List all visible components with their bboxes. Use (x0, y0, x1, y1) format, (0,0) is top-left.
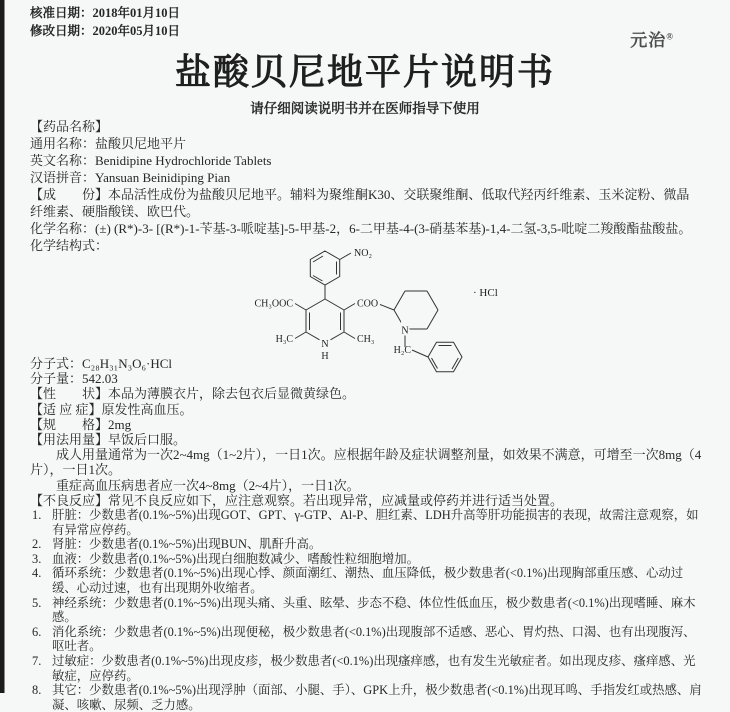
registered-trademark-mark: ® (666, 31, 674, 42)
chemical-structure-diagram (222, 243, 522, 373)
structure-ring-h-label: H (321, 351, 329, 362)
indications-section-label: 【适 应 症】 (30, 401, 102, 417)
pinyin-name-line (30, 169, 702, 186)
generic-name-line (30, 135, 702, 152)
generic-name-label: 通用名称： (30, 136, 96, 151)
molecular-formula-label: 分子式： (30, 356, 83, 371)
chemical-name-value: (±) (R*)-3- [(R*)-1-苄基-3-哌啶基]-5-甲基-2，6-二甲基-4-(3-硝基苯基)-1,4-二氢-3,5-吡啶二羧酸酯盐酸盐。 (95, 221, 692, 236)
adverse-item-nervous (30, 596, 704, 625)
structure-ch3ooc-label: CH₃OOC (254, 298, 293, 310)
revision-date-label: 修改日期： (30, 24, 93, 38)
adverse-item-circulatory (30, 566, 704, 595)
adverse-item-number: 8. (32, 683, 42, 698)
structure-h2c-label: H₂C (393, 345, 411, 356)
adverse-item-text: 循环系统：少数患者(0.1%~5%)出现心悸、颜面潮红、潮热、血压降低，极少数患者(<0.1%)出现胸部重压感、心动过缓、心动过速，也有出现期外收缩者。 (52, 566, 684, 595)
revision-date-line (30, 22, 180, 40)
indications-text: 原发性高血压。 (101, 401, 193, 417)
strength-text: 2mg (108, 416, 132, 432)
adverse-item-number: 3. (32, 551, 42, 566)
description-section-label: 【性 状】 (30, 386, 109, 402)
chemical-name-label: 化学名称： (30, 221, 96, 236)
drug-name-section-header: 【药品名称】 (30, 119, 109, 134)
strength-line (30, 417, 702, 432)
adverse-item-text: 肾脏：少数患者(0.1%~5%)出现BUN、肌酐升高。 (52, 537, 322, 552)
adverse-item-text: 神经系统：少数患者(0.1%~5%)出现头痛、头重、眩晕、步态不稳、体位性低血压，极少数患者(<0.1%)出现嗜睡、麻木感。 (52, 595, 696, 625)
adverse-item-kidney (30, 537, 704, 552)
molecular-formula-value: C₂₈H₃₁N₃O₆·HCl (82, 356, 173, 371)
adverse-item-number: 1. (32, 508, 42, 522)
adverse-reactions-line (30, 493, 702, 508)
adverse-item-blood (30, 552, 704, 567)
structure-no2-label: NO₂ (354, 248, 372, 259)
english-name-line (30, 152, 702, 169)
pinyin-name-value: Yansuan Beinidiping Pian (95, 170, 231, 185)
chemical-name-line (30, 220, 702, 237)
adverse-item-allergy (30, 654, 704, 683)
dosage-adult-paragraph: 成人用量通常为一次2~4mg（1~2片），一日1次。应根据年龄及症状调整剂量，如效果不满意，可增至一次8mg（4片），一日1次。 (30, 447, 702, 478)
properties-section (30, 356, 702, 508)
brand-name: 元治 (630, 31, 667, 50)
adverse-item-text: 过敏症：少数患者(0.1%~5%)出现皮疹，极少数患者(<0.1%)出现瘙痒感，也有发生光敏症者。如出现皮疹、瘙痒感、光敏症，应停药。 (52, 653, 696, 683)
approval-date-line (30, 4, 180, 22)
english-name-value: Benidipine Hydrochloride Tablets (95, 153, 272, 168)
generic-name-value: 盐酸贝尼地平片 (95, 136, 187, 151)
approval-date-label: 核准日期： (30, 6, 93, 20)
structure-piperidine-n-label: N (401, 325, 409, 337)
english-name-label: 英文名称： (30, 153, 96, 168)
adverse-reactions-intro: 常见不良反应如下，应注意观察。若出现异常，应减量或停药并进行适当处置。 (108, 492, 564, 508)
molecular-weight-value: 542.03 (82, 371, 118, 387)
revision-date-value: 2020年05月10日 (92, 24, 181, 38)
adverse-item-number: 4. (32, 566, 42, 581)
structure-ch3-label: CH₃ (357, 334, 375, 345)
composition-line (30, 186, 702, 220)
adverse-item-number: 5. (32, 595, 42, 610)
adverse-reactions-section-label: 【不良反应】 (30, 492, 109, 508)
molecular-formula-line (30, 356, 702, 371)
description-line (30, 386, 702, 401)
molecular-weight-line (30, 371, 702, 386)
structure-label-line: 化学结构式： (30, 238, 109, 253)
adverse-item-number: 6. (32, 624, 42, 639)
molecular-weight-label: 分子量： (30, 371, 83, 387)
structure-ring-n-label: N (321, 339, 329, 350)
adverse-item-number: 2. (32, 537, 42, 552)
dosage-section-label: 【用法用量】 (30, 432, 109, 448)
pinyin-name-label: 汉语拼音： (30, 170, 96, 185)
dosage-line (30, 432, 702, 447)
dosage-severe-paragraph: 重症高血压病患者应一次4~8mg（2~4片），一日1次。 (56, 477, 360, 493)
structure-h3c-label: H₃C (275, 334, 293, 345)
approval-date-value: 2018年01月10日 (92, 6, 181, 20)
adverse-item-number: 7. (32, 653, 42, 668)
page-title: 盐酸贝尼地平片说明书 (174, 52, 555, 92)
indications-line (30, 402, 702, 417)
page-subtitle: 请仔细阅读说明书并在医师指导下使用 (250, 101, 480, 116)
structure-hcl-label: · HCl (473, 287, 498, 299)
adverse-item-text: 其它：少数患者(0.1%~5%)出现浮肿（面部、小腿、手）、GPK上升，极少数患者(<0.1%)出现耳鸣、手指发红或热感、肩凝、咳嗽、尿频、乏力感。 (52, 683, 702, 712)
structure-coo-label: COO (357, 298, 379, 310)
dosage-text: 早饭后口服。 (108, 432, 187, 448)
adverse-item-liver (30, 508, 704, 537)
date-block (30, 4, 180, 40)
adverse-item-text: 血液：少数患者(0.1%~5%)出现白细胞数减少、嗜酸性粒细胞增加。 (52, 551, 420, 566)
adverse-reactions-list (30, 508, 704, 712)
adverse-item-text: 消化系统：少数患者(0.1%~5%)出现便秘，极少数患者(<0.1%)出现腹部不适感、恶心、胃灼热、口渴、也有出现腹泻、呕吐者。 (52, 624, 696, 654)
adverse-item-other (30, 683, 704, 712)
adverse-item-digestive (30, 625, 704, 654)
strength-section-label: 【规 格】 (30, 416, 109, 432)
composition-section-label: 【成 份】 (30, 187, 109, 202)
composition-text: 本品活性成份为盐酸贝尼地平。辅料为聚维酮K30、交联聚维酮、低取代羟丙纤维素、玉米淀粉、微晶纤维素、硬脂酸镁、欧巴代。 (30, 187, 690, 219)
description-text: 本品为薄膜衣片，除去包衣后显微黄绿色。 (108, 386, 356, 402)
intro-section (30, 118, 702, 254)
adverse-item-text: 肝脏：少数患者(0.1%~5%)出现GOT、GPT、γ-GTP、Al-P、胆红素、LDH升高等肝功能损害的表现，故需注意观察，如有异常应停药。 (52, 508, 699, 537)
